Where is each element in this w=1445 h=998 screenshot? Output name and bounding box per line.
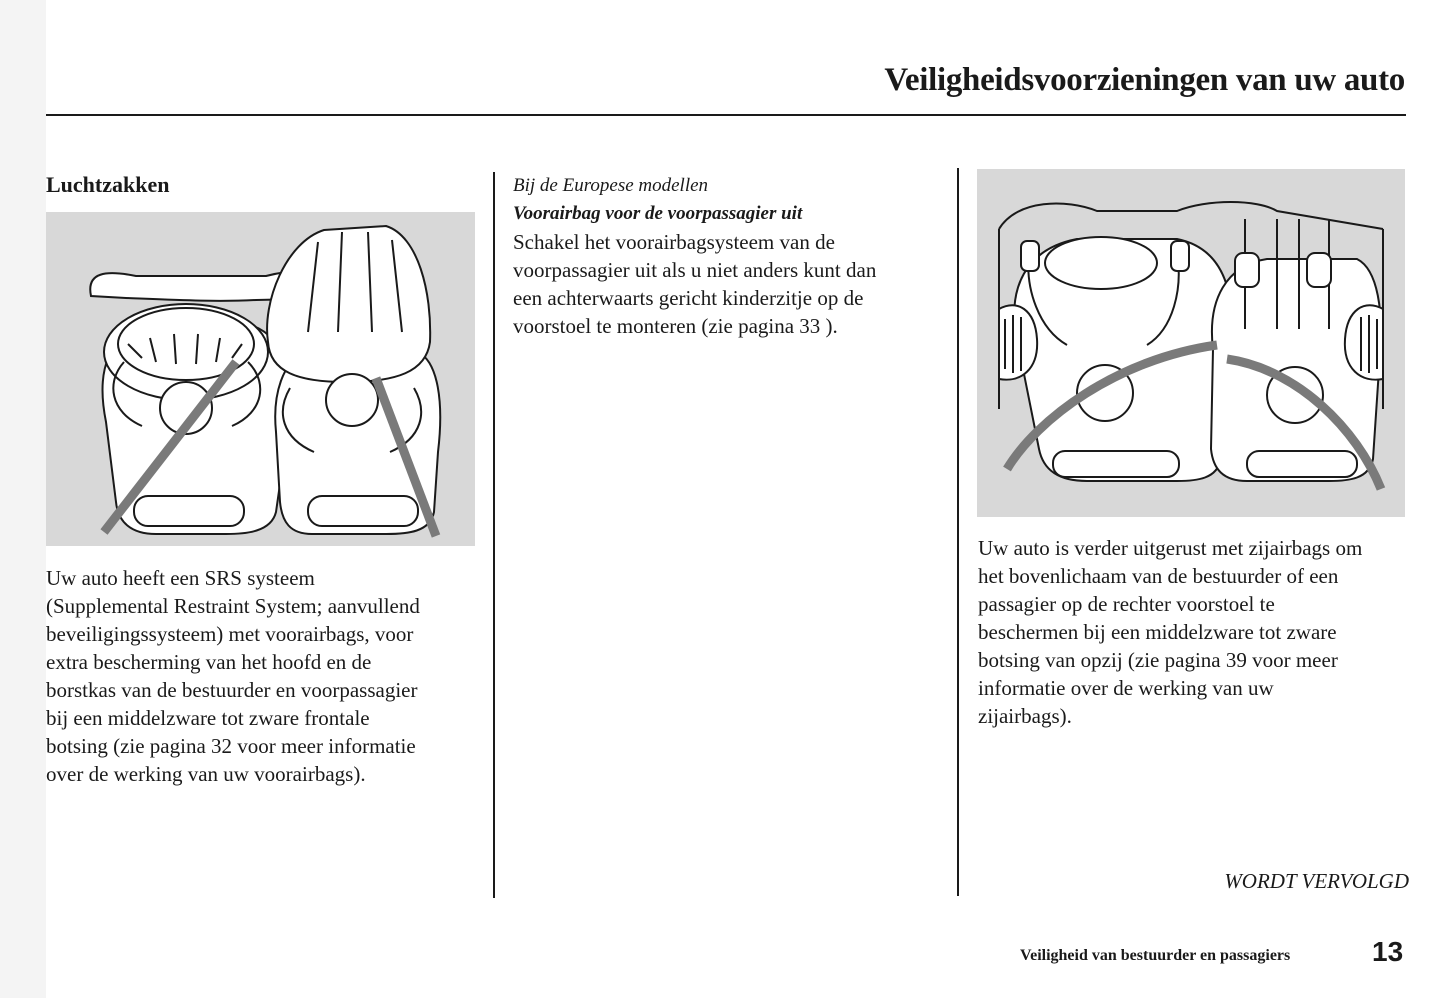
srs-description: Uw auto heeft een SRS systeem (Supplemental Restraint System; aanvullend beveiligingssysteem) met voorairbags, voor extra bescherming van het hoofd en de borstkas van de bestuurder en voorpassagier bij een middelzware tot zware frontale botsing (zie pagina 32 voor meer informatie over de werking van uw voorairbags). [46,566,420,786]
front-airbag-illustration [46,212,475,546]
front-airbag-drawing [46,212,475,546]
column-divider-left [493,172,495,898]
page-left-edge [0,0,46,998]
model-note: Bij de Europese modellen [513,175,709,196]
section-heading: Luchtzakken [46,172,170,197]
passenger-airbag-off-text: Schakel het voorairbagsysteem van de voorpassagier uit als u niet anders kunt dan een achterwaarts gericht kinderzitje op de voorstoel te monteren (zie pagina 33 ). [513,230,877,338]
header-rule [46,114,1406,116]
passenger-airbag-off-heading: Voorairbag voor de voorpassagier uit [513,203,803,224]
side-airbag-illustration [977,169,1405,517]
side-airbag-drawing [977,169,1405,517]
continued-notice: WORDT VERVOLGD [1224,869,1409,893]
footer-section-label: Veiligheid van bestuurder en passagiers [1020,947,1291,964]
column-divider-right [957,168,959,896]
page-number: 13 [1372,936,1404,967]
page-title: Veiligheidsvoorzieningen van uw auto [884,62,1405,98]
side-airbag-description: Uw auto is verder uitgerust met zijairbags om het bovenlichaam van de bestuurder of een passagier op de rechter voorstoel te beschermen bij een middelzware tot zware botsing van opzij (zie pagina 39 voor meer informatie over de werking van uw zijairbags). [978,536,1363,728]
